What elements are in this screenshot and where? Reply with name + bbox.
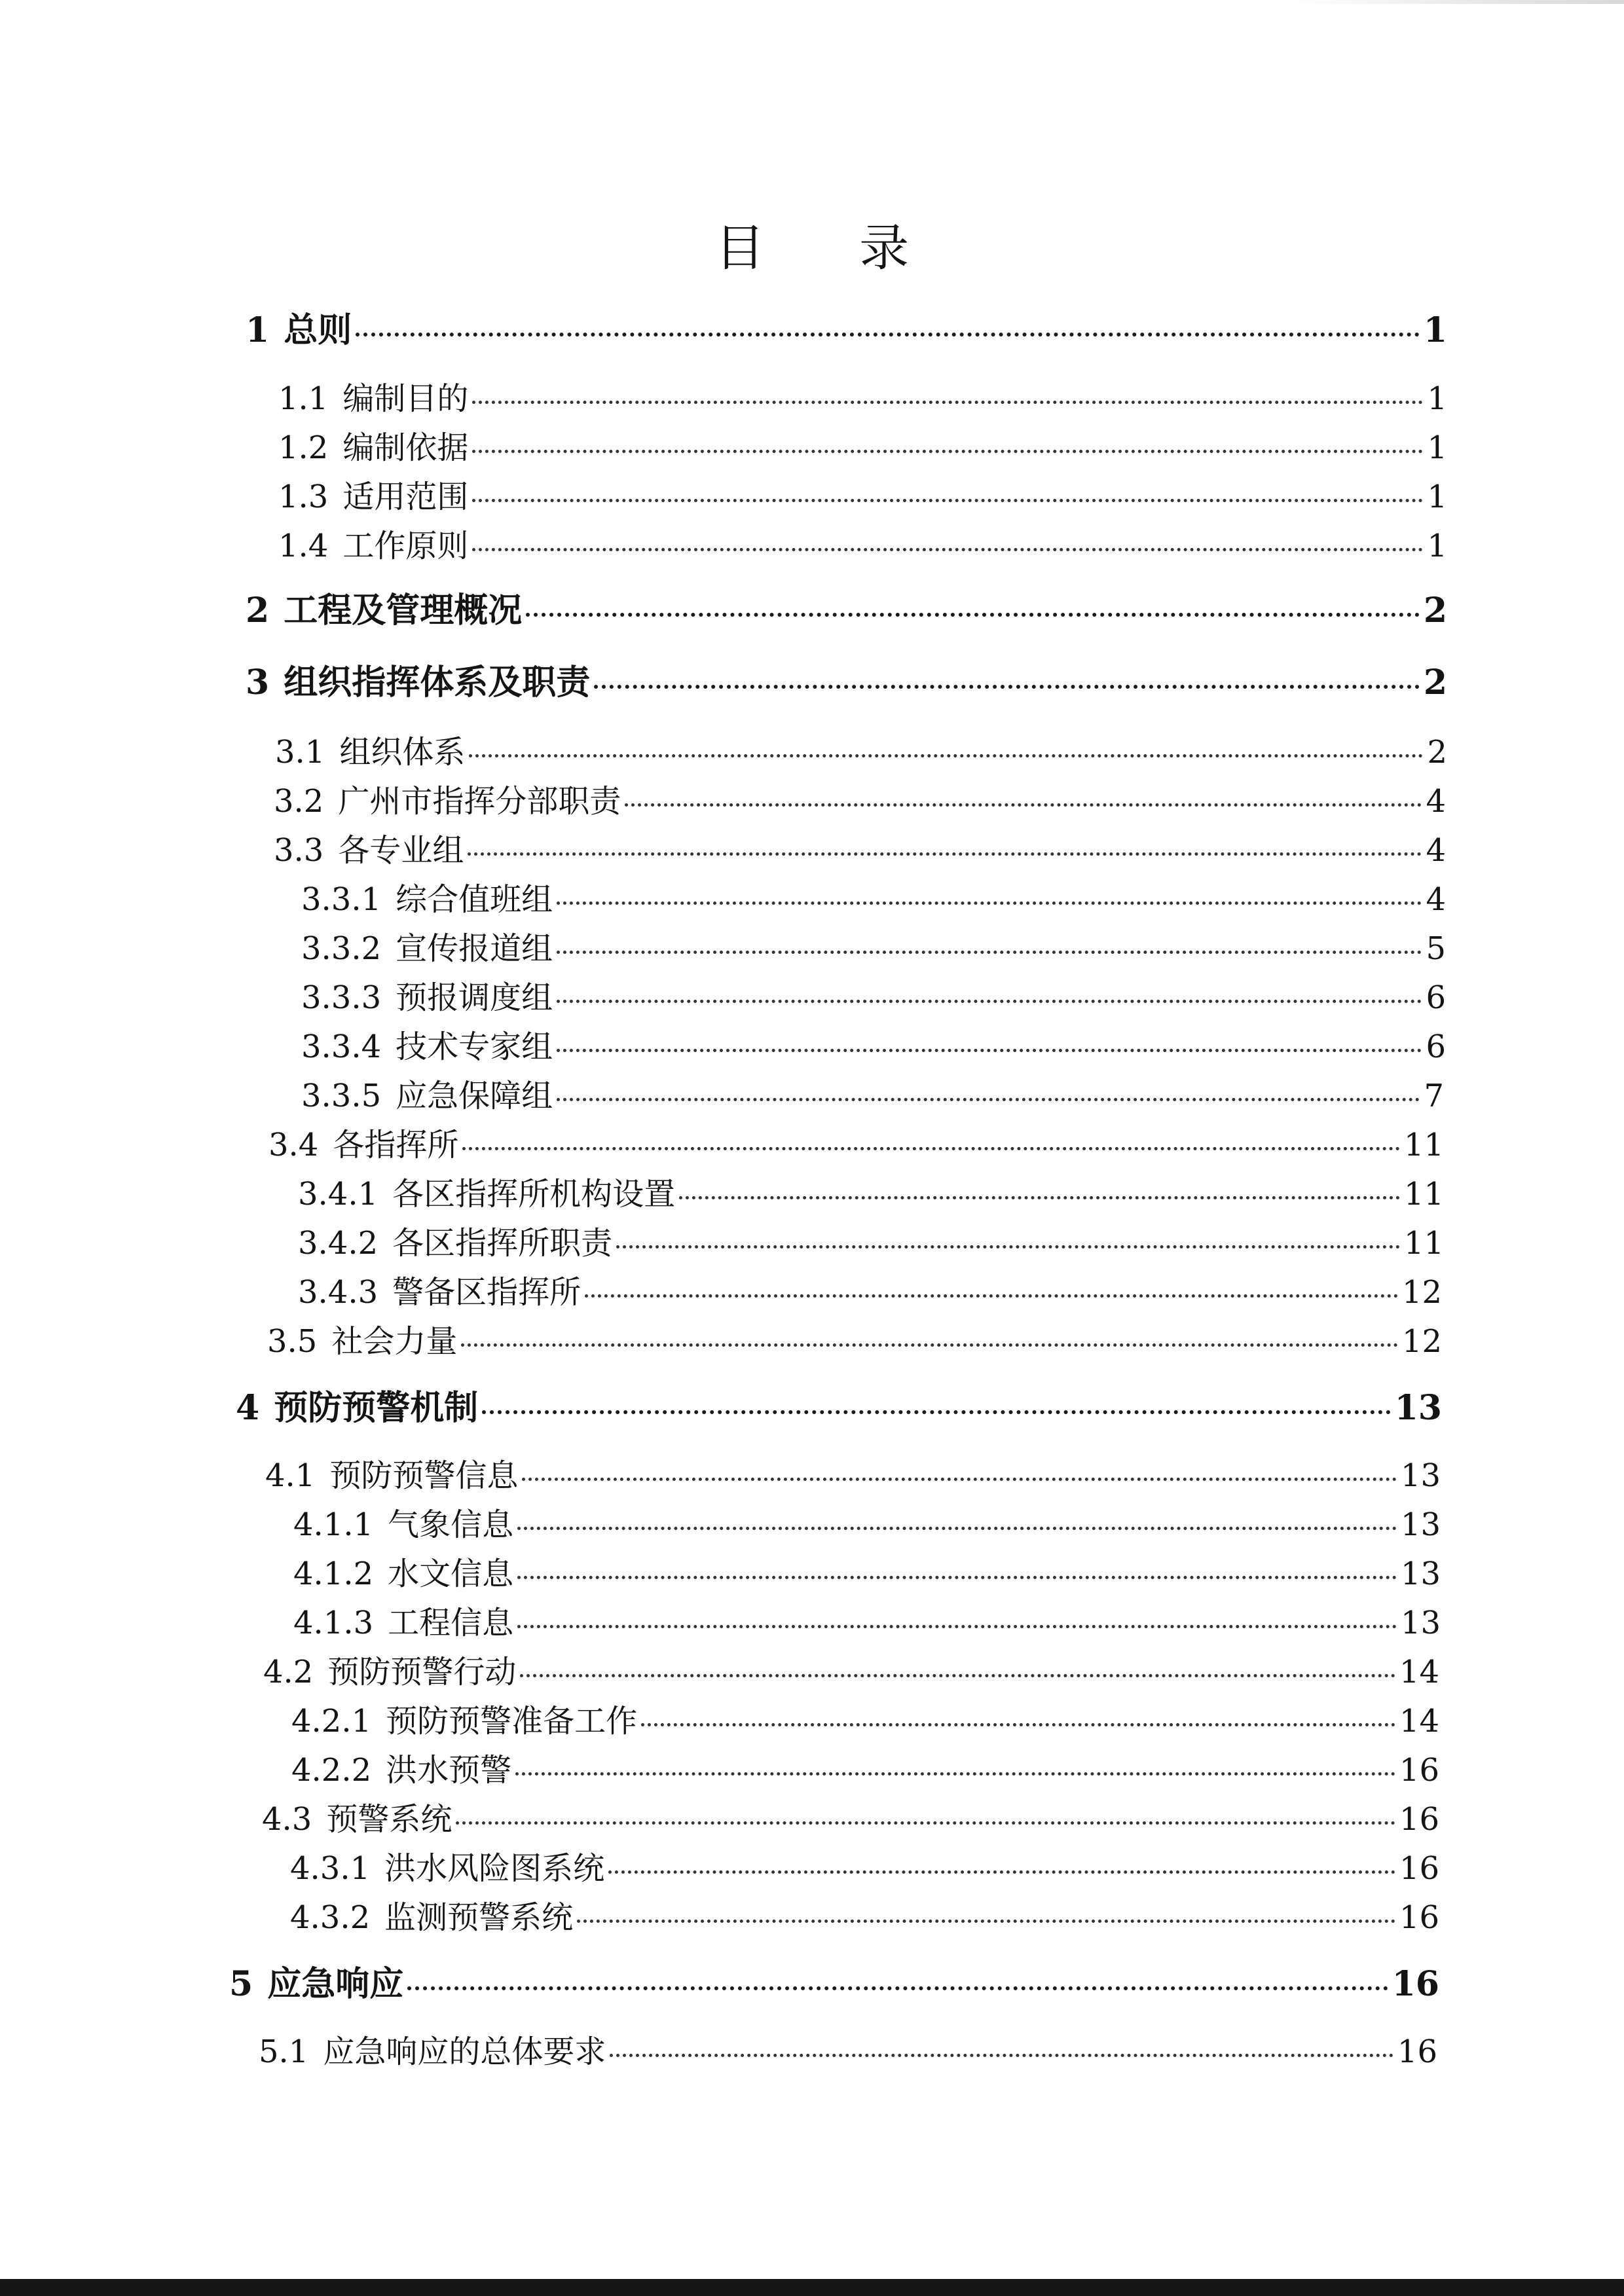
- entry-page-number: 1: [1427, 380, 1447, 417]
- entry-text: 社会力量: [331, 1323, 458, 1360]
- toc-entry-level1[interactable]: [229, 1956, 1439, 2004]
- entry-text: 总则: [284, 310, 352, 350]
- entry-page-number: 16: [1399, 1899, 1439, 1936]
- toc-entry-level3[interactable]: [301, 1070, 1444, 1114]
- entry-text: 预防预警机制: [274, 1388, 479, 1428]
- dot-leader: [625, 803, 1422, 807]
- entry-number: 1.1: [278, 380, 329, 417]
- entry-page-number: 13: [1400, 1556, 1441, 1592]
- toc-entry-level1[interactable]: [246, 583, 1447, 630]
- entry-page-number: 13: [1400, 1457, 1441, 1494]
- dot-leader: [557, 1049, 1422, 1052]
- toc-title: 目 录: [714, 219, 949, 277]
- toc-entry-level2[interactable]: [275, 727, 1447, 771]
- entry-number: 3: [246, 663, 270, 702]
- entry-number: 1: [246, 310, 270, 350]
- toc-entry-level1[interactable]: [246, 655, 1447, 702]
- entry-page-number: 11: [1403, 1127, 1444, 1163]
- entry-number: 4.3.1: [290, 1850, 371, 1887]
- entry-text: 洪水预警: [386, 1752, 512, 1789]
- entry-text: 编制依据: [342, 429, 469, 466]
- dot-leader: [472, 401, 1423, 404]
- entry-text: 预防预警准备工作: [386, 1703, 638, 1740]
- entry-page-number: 14: [1399, 1703, 1439, 1740]
- entry-page-number: 6: [1426, 1029, 1446, 1065]
- entry-text: 工作原则: [342, 528, 469, 564]
- toc-entry-level2[interactable]: [278, 520, 1447, 564]
- toc-entry-level3[interactable]: [298, 1218, 1444, 1262]
- entry-number: 2: [246, 591, 270, 630]
- entry-text: 预警系统: [326, 1801, 452, 1838]
- toc-entry-level3[interactable]: [298, 1169, 1444, 1212]
- entry-page-number: 13: [1394, 1388, 1442, 1428]
- toc-entry-level2[interactable]: [263, 1647, 1439, 1690]
- entry-page-number: 1: [1427, 528, 1447, 564]
- entry-number: 3.3.4: [301, 1029, 382, 1065]
- entry-number: 4: [236, 1388, 260, 1428]
- dot-leader: [461, 1343, 1398, 1347]
- entry-text: 技术专家组: [396, 1029, 553, 1065]
- entry-page-number: 4: [1426, 783, 1446, 820]
- entry-number: 1.4: [278, 528, 329, 564]
- dot-leader: [679, 1196, 1400, 1199]
- entry-number: 3.4.1: [298, 1176, 378, 1212]
- toc-entry-level1[interactable]: [246, 302, 1447, 350]
- dot-leader: [610, 2054, 1393, 2057]
- entry-number: 3.4: [268, 1127, 319, 1163]
- toc-entry-level2[interactable]: [278, 373, 1447, 417]
- entry-text: 气象信息: [388, 1506, 514, 1543]
- entry-page-number: 13: [1400, 1605, 1441, 1641]
- entry-text: 预防预警行动: [327, 1654, 517, 1690]
- entry-page-number: 4: [1426, 881, 1446, 918]
- dot-leader: [468, 852, 1422, 856]
- entry-text: 适用范围: [342, 479, 469, 515]
- entry-number: 3.5: [267, 1323, 318, 1360]
- entry-number: 4.3: [262, 1801, 312, 1838]
- entry-page-number: 1: [1423, 310, 1447, 350]
- dot-leader: [517, 1527, 1397, 1530]
- toc-entry-level3[interactable]: [291, 1696, 1439, 1740]
- entry-page-number: 2: [1427, 734, 1447, 771]
- entry-number: 3.3.1: [301, 881, 382, 918]
- entry-number: 1.2: [278, 429, 329, 466]
- dot-leader: [472, 450, 1423, 453]
- entry-page-number: 12: [1401, 1323, 1442, 1360]
- entry-text: 编制目的: [342, 380, 469, 417]
- entry-text: 监测预警系统: [384, 1899, 574, 1936]
- toc-entry-level2[interactable]: [265, 1450, 1441, 1494]
- dot-leader: [557, 1098, 1420, 1101]
- entry-text: 警备区指挥所: [392, 1274, 581, 1311]
- dot-leader: [472, 548, 1423, 551]
- dot-leader: [482, 1410, 1390, 1414]
- entry-text: 各区指挥所职责: [392, 1225, 613, 1262]
- entry-page-number: 16: [1399, 1801, 1439, 1838]
- dot-leader: [577, 1920, 1395, 1923]
- scan-edge-shade: [1283, 0, 1624, 4]
- entry-text: 各专业组: [338, 832, 464, 869]
- toc-entry-level3[interactable]: [293, 1548, 1441, 1592]
- dot-leader: [515, 1772, 1395, 1776]
- entry-number: 3.4.2: [298, 1225, 378, 1262]
- dot-leader: [456, 1821, 1395, 1825]
- entry-number: 3.4.3: [298, 1274, 378, 1311]
- toc-entry-level2[interactable]: [259, 2026, 1437, 2070]
- entry-page-number: 16: [1399, 1850, 1439, 1887]
- toc-entry-level3[interactable]: [301, 874, 1446, 918]
- toc-entry-level3[interactable]: [298, 1267, 1442, 1311]
- dot-leader: [594, 685, 1420, 689]
- entry-number: 4.1.2: [293, 1556, 374, 1592]
- entry-number: 4.1.1: [293, 1506, 374, 1543]
- entry-text: 预防预警信息: [329, 1457, 519, 1494]
- entry-number: 3.3: [274, 832, 324, 869]
- dot-leader: [557, 951, 1422, 954]
- toc-entry-level2[interactable]: [267, 1316, 1442, 1360]
- entry-page-number: 1: [1427, 479, 1447, 515]
- entry-number: 5.1: [259, 2033, 309, 2070]
- entry-text: 组织指挥体系及职责: [284, 663, 591, 702]
- entry-text: 广州市指挥分部职责: [338, 783, 621, 820]
- dot-leader: [522, 1478, 1397, 1481]
- dot-leader: [517, 1576, 1397, 1579]
- entry-number: 4.2.1: [291, 1703, 372, 1740]
- entry-page-number: 7: [1424, 1078, 1444, 1114]
- entry-text: 预报调度组: [396, 979, 553, 1016]
- toc-entry-level3[interactable]: [290, 1892, 1439, 1936]
- entry-number: 4.1.3: [293, 1605, 374, 1641]
- entry-number: 1.3: [278, 479, 329, 515]
- entry-number: 3.2: [274, 783, 324, 820]
- dot-leader: [469, 754, 1423, 757]
- dot-leader: [526, 613, 1420, 617]
- entry-page-number: 6: [1426, 979, 1446, 1016]
- entry-page-number: 13: [1400, 1506, 1441, 1543]
- dot-leader: [641, 1723, 1395, 1726]
- entry-page-number: 2: [1423, 663, 1447, 702]
- dot-leader: [557, 902, 1422, 905]
- dot-leader: [585, 1294, 1398, 1298]
- entry-number: 4.3.2: [290, 1899, 371, 1936]
- entry-number: 3.3.2: [301, 930, 382, 967]
- toc-entry-level2[interactable]: [278, 471, 1447, 515]
- entry-number: 4.1: [265, 1457, 316, 1494]
- entry-text: 工程信息: [388, 1605, 514, 1641]
- entry-page-number: 16: [1392, 1964, 1439, 2004]
- entry-text: 各指挥所: [333, 1127, 459, 1163]
- dot-leader: [616, 1245, 1400, 1248]
- entry-text: 水文信息: [388, 1556, 514, 1592]
- dot-leader: [557, 1000, 1422, 1003]
- toc-entry-level2[interactable]: [262, 1794, 1439, 1838]
- entry-number: 5: [229, 1964, 253, 2004]
- entry-number: 3.3.5: [301, 1078, 382, 1114]
- entry-number: 4.2.2: [291, 1752, 372, 1789]
- toc-entry-level2[interactable]: [274, 825, 1446, 869]
- entry-page-number: 11: [1403, 1176, 1444, 1212]
- entry-page-number: 12: [1401, 1274, 1442, 1311]
- toc-entry-level3[interactable]: [290, 1843, 1439, 1887]
- entry-page-number: 16: [1397, 2033, 1437, 2070]
- dot-leader: [608, 1870, 1395, 1874]
- entry-text: 应急响应的总体要求: [323, 2033, 606, 2070]
- entry-page-number: 2: [1423, 591, 1447, 630]
- toc-entry-level3[interactable]: [291, 1745, 1439, 1789]
- toc-entry-level2[interactable]: [274, 776, 1446, 820]
- toc-entry-level2[interactable]: [268, 1120, 1444, 1163]
- toc-entry-level3[interactable]: [293, 1597, 1441, 1641]
- toc-entry-level3[interactable]: [293, 1499, 1441, 1543]
- entry-number: 4.2: [263, 1654, 314, 1690]
- toc-entry-level1[interactable]: [236, 1380, 1442, 1428]
- entry-page-number: 5: [1426, 930, 1446, 967]
- entry-page-number: 11: [1403, 1225, 1444, 1262]
- toc-entry-level3[interactable]: [301, 972, 1446, 1016]
- toc-entry-level3[interactable]: [301, 1021, 1446, 1065]
- entry-text: 洪水风险图系统: [384, 1850, 605, 1887]
- entry-text: 应急响应: [267, 1964, 404, 2004]
- entry-text: 宣传报道组: [396, 930, 553, 967]
- entry-text: 综合值班组: [396, 881, 553, 918]
- toc-entry-level2[interactable]: [278, 422, 1447, 466]
- dot-leader: [356, 333, 1420, 337]
- toc-entry-level3[interactable]: [301, 923, 1446, 967]
- entry-text: 工程及管理概况: [284, 591, 523, 630]
- entry-page-number: 16: [1399, 1752, 1439, 1789]
- entry-number: 3.3.3: [301, 979, 382, 1016]
- entry-text: 应急保障组: [396, 1078, 553, 1114]
- dot-leader: [472, 499, 1423, 502]
- entry-page-number: 14: [1399, 1654, 1439, 1690]
- entry-number: 3.1: [275, 734, 325, 771]
- dot-leader: [462, 1147, 1400, 1150]
- entry-page-number: 1: [1427, 429, 1447, 466]
- scan-edge-band: [0, 2279, 1624, 2296]
- dot-leader: [520, 1674, 1395, 1677]
- dot-leader: [407, 1986, 1388, 1990]
- dot-leader: [517, 1625, 1397, 1628]
- entry-page-number: 4: [1426, 832, 1446, 869]
- entry-text: 组织体系: [339, 734, 466, 771]
- entry-text: 各区指挥所机构设置: [392, 1176, 676, 1212]
